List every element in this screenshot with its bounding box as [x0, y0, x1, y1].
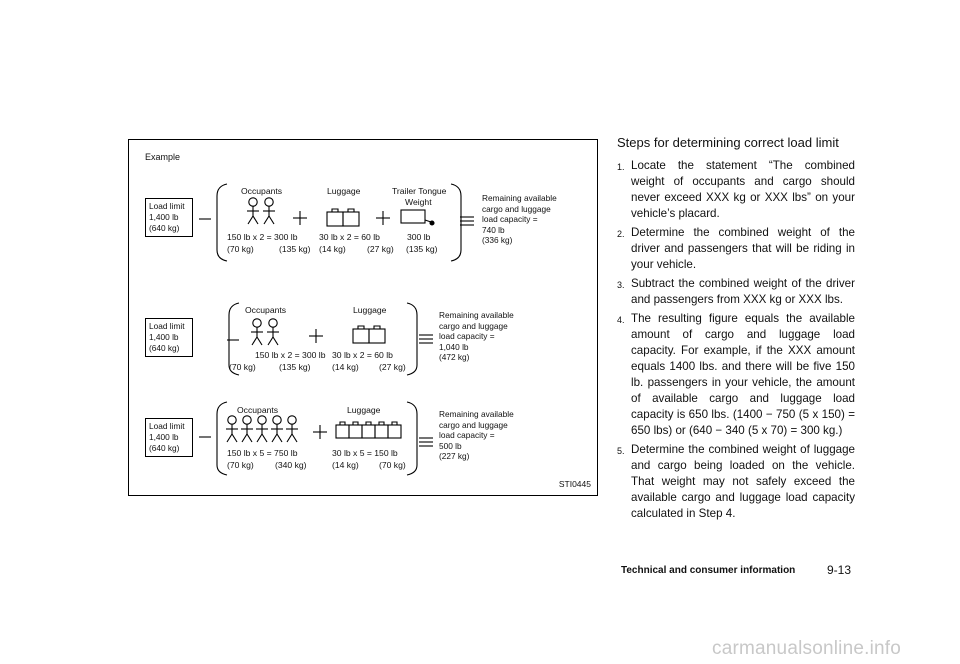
occupants-kg-total: (135 kg): [279, 244, 311, 254]
step-item: [617, 311, 855, 439]
result-line: cargo and luggage: [482, 203, 551, 214]
luggage-kg-each: (14 kg): [319, 244, 346, 254]
step-item: [617, 225, 855, 273]
person-icon: [241, 416, 253, 442]
person-icon: [247, 198, 259, 224]
step-number: 2.: [617, 229, 625, 239]
result-block: [482, 193, 557, 246]
luggage-icon: [343, 209, 359, 226]
occupants-title: Occupants: [241, 186, 283, 196]
load-limit-diagram: [128, 139, 598, 496]
result-line: Remaining available: [439, 310, 514, 320]
step-number: 3.: [617, 280, 625, 290]
luggage-title: Luggage: [347, 405, 381, 415]
step-item: [617, 442, 855, 522]
figure-id: STI0445: [558, 479, 591, 489]
load-limit-box: [145, 318, 193, 357]
luggage-icon: [327, 209, 343, 226]
example-label: Example: [145, 152, 181, 162]
load-limit-label: Load limit: [149, 201, 185, 211]
watermark: carmanualsonline.info: [712, 638, 902, 659]
luggage-kg-total: (27 kg): [367, 244, 394, 254]
result-line: (472 kg): [439, 352, 470, 362]
plus-sign-1: [293, 211, 307, 225]
load-limit-lb: 1,400 lb: [149, 332, 179, 342]
luggage-icon: [369, 326, 385, 343]
luggage-title: Luggage: [353, 305, 387, 315]
person-icon: [256, 416, 268, 442]
instructions-column: [617, 134, 855, 525]
result-line: load capacity =: [482, 214, 538, 224]
footer-title: Technical and consumer information: [621, 565, 796, 576]
result-line: load capacity =: [439, 430, 495, 440]
section-heading: Steps for determining correct load limit: [617, 135, 839, 150]
result-line: Remaining available: [482, 193, 557, 203]
load-limit-label: Load limit: [149, 421, 185, 431]
luggage-calc: 30 lb x 2 = 60 lb: [332, 350, 393, 360]
occupants-calc: 150 lb x 2 = 300 lb: [227, 232, 298, 242]
person-icon: [271, 416, 283, 442]
equals-sign-2: [419, 335, 433, 343]
trailer-title-2: Weight: [405, 197, 432, 207]
luggage-icon: [375, 422, 388, 438]
trailer-title: Trailer Tongue: [392, 186, 447, 196]
step-text: The resulting figure equals the available amount of cargo and luggage load capacity. For example, if the XXX amount equals 1400 lbs. and there will be five 150 lb. passengers in your vehicle, the amount of available cargo and luggage load capacity is 650 lbs. (1400 − 750 (5 x 150) = 650 lbs) or (640 − 340 (5 x 70) = 300 kg.): [631, 312, 855, 437]
trailer-tongue-icon: [401, 210, 434, 225]
result-block: [439, 310, 514, 363]
result-line: (336 kg): [482, 235, 513, 245]
occupants-kg-total: (135 kg): [279, 362, 311, 372]
load-limit-kg: (640 kg): [149, 223, 180, 233]
luggage-calc: 30 lb x 5 = 150 lb: [332, 448, 398, 458]
result-line: cargo and luggage: [439, 419, 508, 430]
load-limit-lb: 1,400 lb: [149, 212, 179, 222]
occupants-kg-each: (70 kg): [227, 244, 254, 254]
luggage-title: Luggage: [327, 186, 361, 196]
person-icon: [226, 416, 238, 442]
luggage-icon: [349, 422, 362, 438]
step-text: Subtract the combined weight of the driver and passengers from XXX kg or XXX lbs.: [631, 277, 855, 306]
step-number: 1.: [617, 162, 625, 172]
result-block: [439, 409, 514, 462]
step-item: [617, 158, 855, 222]
result-line: 500 lb: [439, 440, 462, 451]
load-limit-box: [145, 418, 193, 457]
left-bracket-1: [217, 184, 227, 261]
luggage-kg-each: (14 kg): [332, 362, 359, 372]
step-item: [617, 276, 855, 308]
equals-sign-3: [419, 438, 433, 446]
luggage-icon: [336, 422, 349, 438]
luggage-icon: [353, 326, 369, 343]
step-text: Determine the combined weight of the driver and passengers that will be riding in your vehicle.: [631, 226, 855, 271]
right-bracket-2: [407, 303, 417, 375]
luggage-calc: 30 lb x 2 = 60 lb: [319, 232, 380, 242]
load-limit-lb: 1,400 lb: [149, 432, 179, 442]
occupants-title: Occupants: [245, 305, 287, 315]
result-line: 740 lb: [482, 224, 505, 235]
luggage-kg-total: (27 kg): [379, 362, 406, 372]
step-number: 4.: [617, 315, 625, 325]
occupants-calc: 150 lb x 2 = 300 lb: [255, 350, 326, 360]
step-number: 5.: [617, 446, 625, 456]
plus-sign-3: [309, 329, 323, 343]
step-text: Locate the statement “The combined weight of occupants and cargo should never exceed XXX kg or XXX lbs” on your vehicle’s placard.: [631, 159, 855, 220]
person-icon: [263, 198, 275, 224]
occupants-calc: 150 lb x 5 = 750 lb: [227, 448, 298, 458]
load-limit-box: [145, 198, 193, 237]
right-bracket-3: [407, 402, 417, 475]
occupants-title: Occupants: [237, 405, 279, 415]
trailer-kg: (135 kg): [406, 244, 438, 254]
luggage-icon: [388, 422, 401, 438]
luggage-icon: [362, 422, 375, 438]
occupants-kg-each: (70 kg): [227, 460, 254, 470]
luggage-kg-total: (70 kg): [379, 460, 406, 470]
occupants-kg-each: (70 kg): [229, 362, 256, 372]
trailer-lb: 300 lb: [407, 232, 431, 242]
occupants-kg-total: (340 kg): [275, 460, 307, 470]
result-line: load capacity =: [439, 331, 495, 341]
right-bracket-1: [451, 184, 461, 261]
load-limit-kg: (640 kg): [149, 343, 180, 353]
result-line: cargo and luggage: [439, 320, 508, 331]
person-icon: [286, 416, 298, 442]
load-limit-kg: (640 kg): [149, 443, 180, 453]
plus-sign-2: [376, 211, 390, 225]
equals-sign-1: [460, 217, 474, 225]
person-icon: [267, 319, 279, 345]
result-line: Remaining available: [439, 409, 514, 419]
luggage-kg-each: (14 kg): [332, 460, 359, 470]
steps-list: [617, 158, 855, 522]
person-icon: [251, 319, 263, 345]
load-limit-label: Load limit: [149, 321, 185, 331]
plus-sign-4: [313, 425, 327, 439]
step-text: Determine the combined weight of luggage and cargo being loaded on the vehicle. That weight may not safely exceed the available cargo and luggage load capacity calculated in Step 4.: [631, 443, 855, 520]
left-bracket-3: [217, 402, 227, 475]
result-line: (227 kg): [439, 451, 470, 461]
result-line: 1,040 lb: [439, 341, 469, 352]
page-number: 9-13: [827, 563, 852, 577]
